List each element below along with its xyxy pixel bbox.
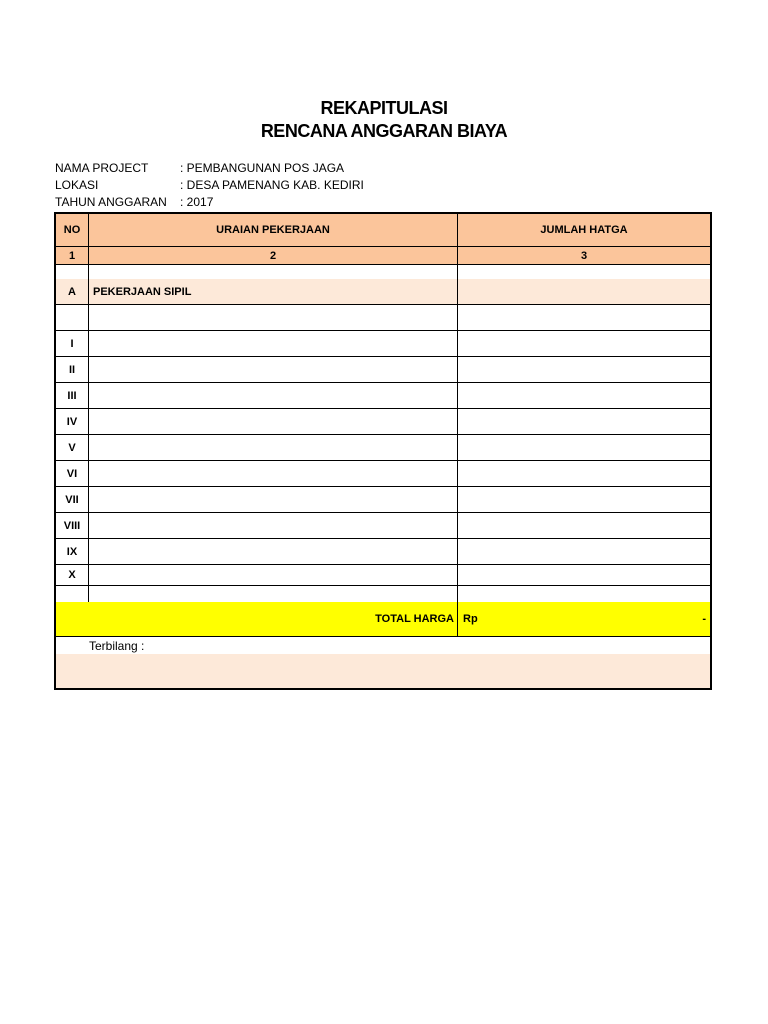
section-label: PEKERJAAN SIPIL [88, 279, 457, 304]
table-header-row [56, 214, 710, 247]
info-value: : PEMBANGUNAN POS JAGA [180, 161, 345, 175]
table-row [56, 331, 710, 357]
cell [88, 305, 457, 330]
table-row [56, 409, 710, 435]
table-row [56, 461, 710, 487]
total-row [56, 602, 710, 637]
table-row [56, 586, 710, 602]
section-no: A [68, 285, 76, 298]
cell [88, 539, 457, 564]
cell [88, 487, 457, 512]
item-no: V [68, 441, 76, 454]
col-number: 1 [68, 249, 76, 262]
cell [457, 279, 710, 304]
cell [56, 265, 88, 279]
cell [457, 383, 710, 408]
cell [457, 435, 710, 460]
total-value: - [702, 613, 706, 625]
cell [457, 461, 710, 486]
cell [88, 435, 457, 460]
table-row [56, 487, 710, 513]
total-amount-cell [457, 602, 710, 636]
cell [457, 305, 710, 330]
item-no: III [67, 389, 77, 402]
table-row [56, 265, 710, 279]
item-no: I [70, 337, 74, 350]
table-row [56, 513, 710, 539]
cell [457, 357, 710, 382]
item-no: X [68, 569, 76, 581]
cell [88, 357, 457, 382]
cell [56, 305, 88, 330]
info-label: LOKASI [55, 178, 99, 192]
item-no: VIII [63, 519, 81, 532]
cell [457, 513, 710, 538]
cell [88, 565, 457, 585]
cell [88, 383, 457, 408]
budget-table [54, 212, 712, 690]
column-number-row [56, 247, 710, 265]
cell [88, 513, 457, 538]
item-no: VI [66, 467, 78, 480]
item-no: II [68, 363, 76, 376]
terbilang-row [56, 637, 710, 654]
table-row [56, 435, 710, 461]
col-number: 2 [88, 247, 457, 264]
currency-label: Rp [463, 613, 478, 625]
table-row [56, 565, 710, 586]
table-row [56, 539, 710, 565]
cell [88, 461, 457, 486]
cell [457, 539, 710, 564]
item-no: VII [65, 493, 79, 506]
document-subtitle: RENCANA ANGGARAN BIAYA [260, 121, 508, 141]
table-row [56, 383, 710, 409]
cell [457, 331, 710, 356]
cell [457, 565, 710, 585]
terbilang-fill [56, 654, 710, 688]
col-header-description: URAIAN PEKERJAAN [88, 214, 457, 246]
cell [457, 409, 710, 434]
terbilang-label: Terbilang : [89, 639, 145, 653]
col-header-amount: JUMLAH HATGA [457, 214, 710, 246]
cell [457, 265, 710, 279]
cell [88, 409, 457, 434]
cell [88, 586, 457, 602]
cell [56, 586, 88, 602]
info-value: : DESA PAMENANG KAB. KEDIRI [180, 178, 364, 192]
info-value: : 2017 [180, 195, 214, 209]
cell [457, 487, 710, 512]
table-row [56, 305, 710, 331]
total-label: TOTAL HARGA [375, 613, 454, 625]
info-label: NAMA PROJECT [55, 161, 149, 175]
table-row [56, 357, 710, 383]
section-row [56, 279, 710, 305]
item-no: IX [66, 545, 78, 558]
info-label: TAHUN ANGGARAN [55, 195, 167, 209]
cell [457, 586, 710, 602]
cell [88, 265, 457, 279]
col-header-no: NO [63, 224, 81, 236]
document-title: REKAPITULASI [320, 98, 448, 118]
col-number: 3 [457, 247, 710, 264]
cell [88, 331, 457, 356]
item-no: IV [66, 415, 78, 428]
